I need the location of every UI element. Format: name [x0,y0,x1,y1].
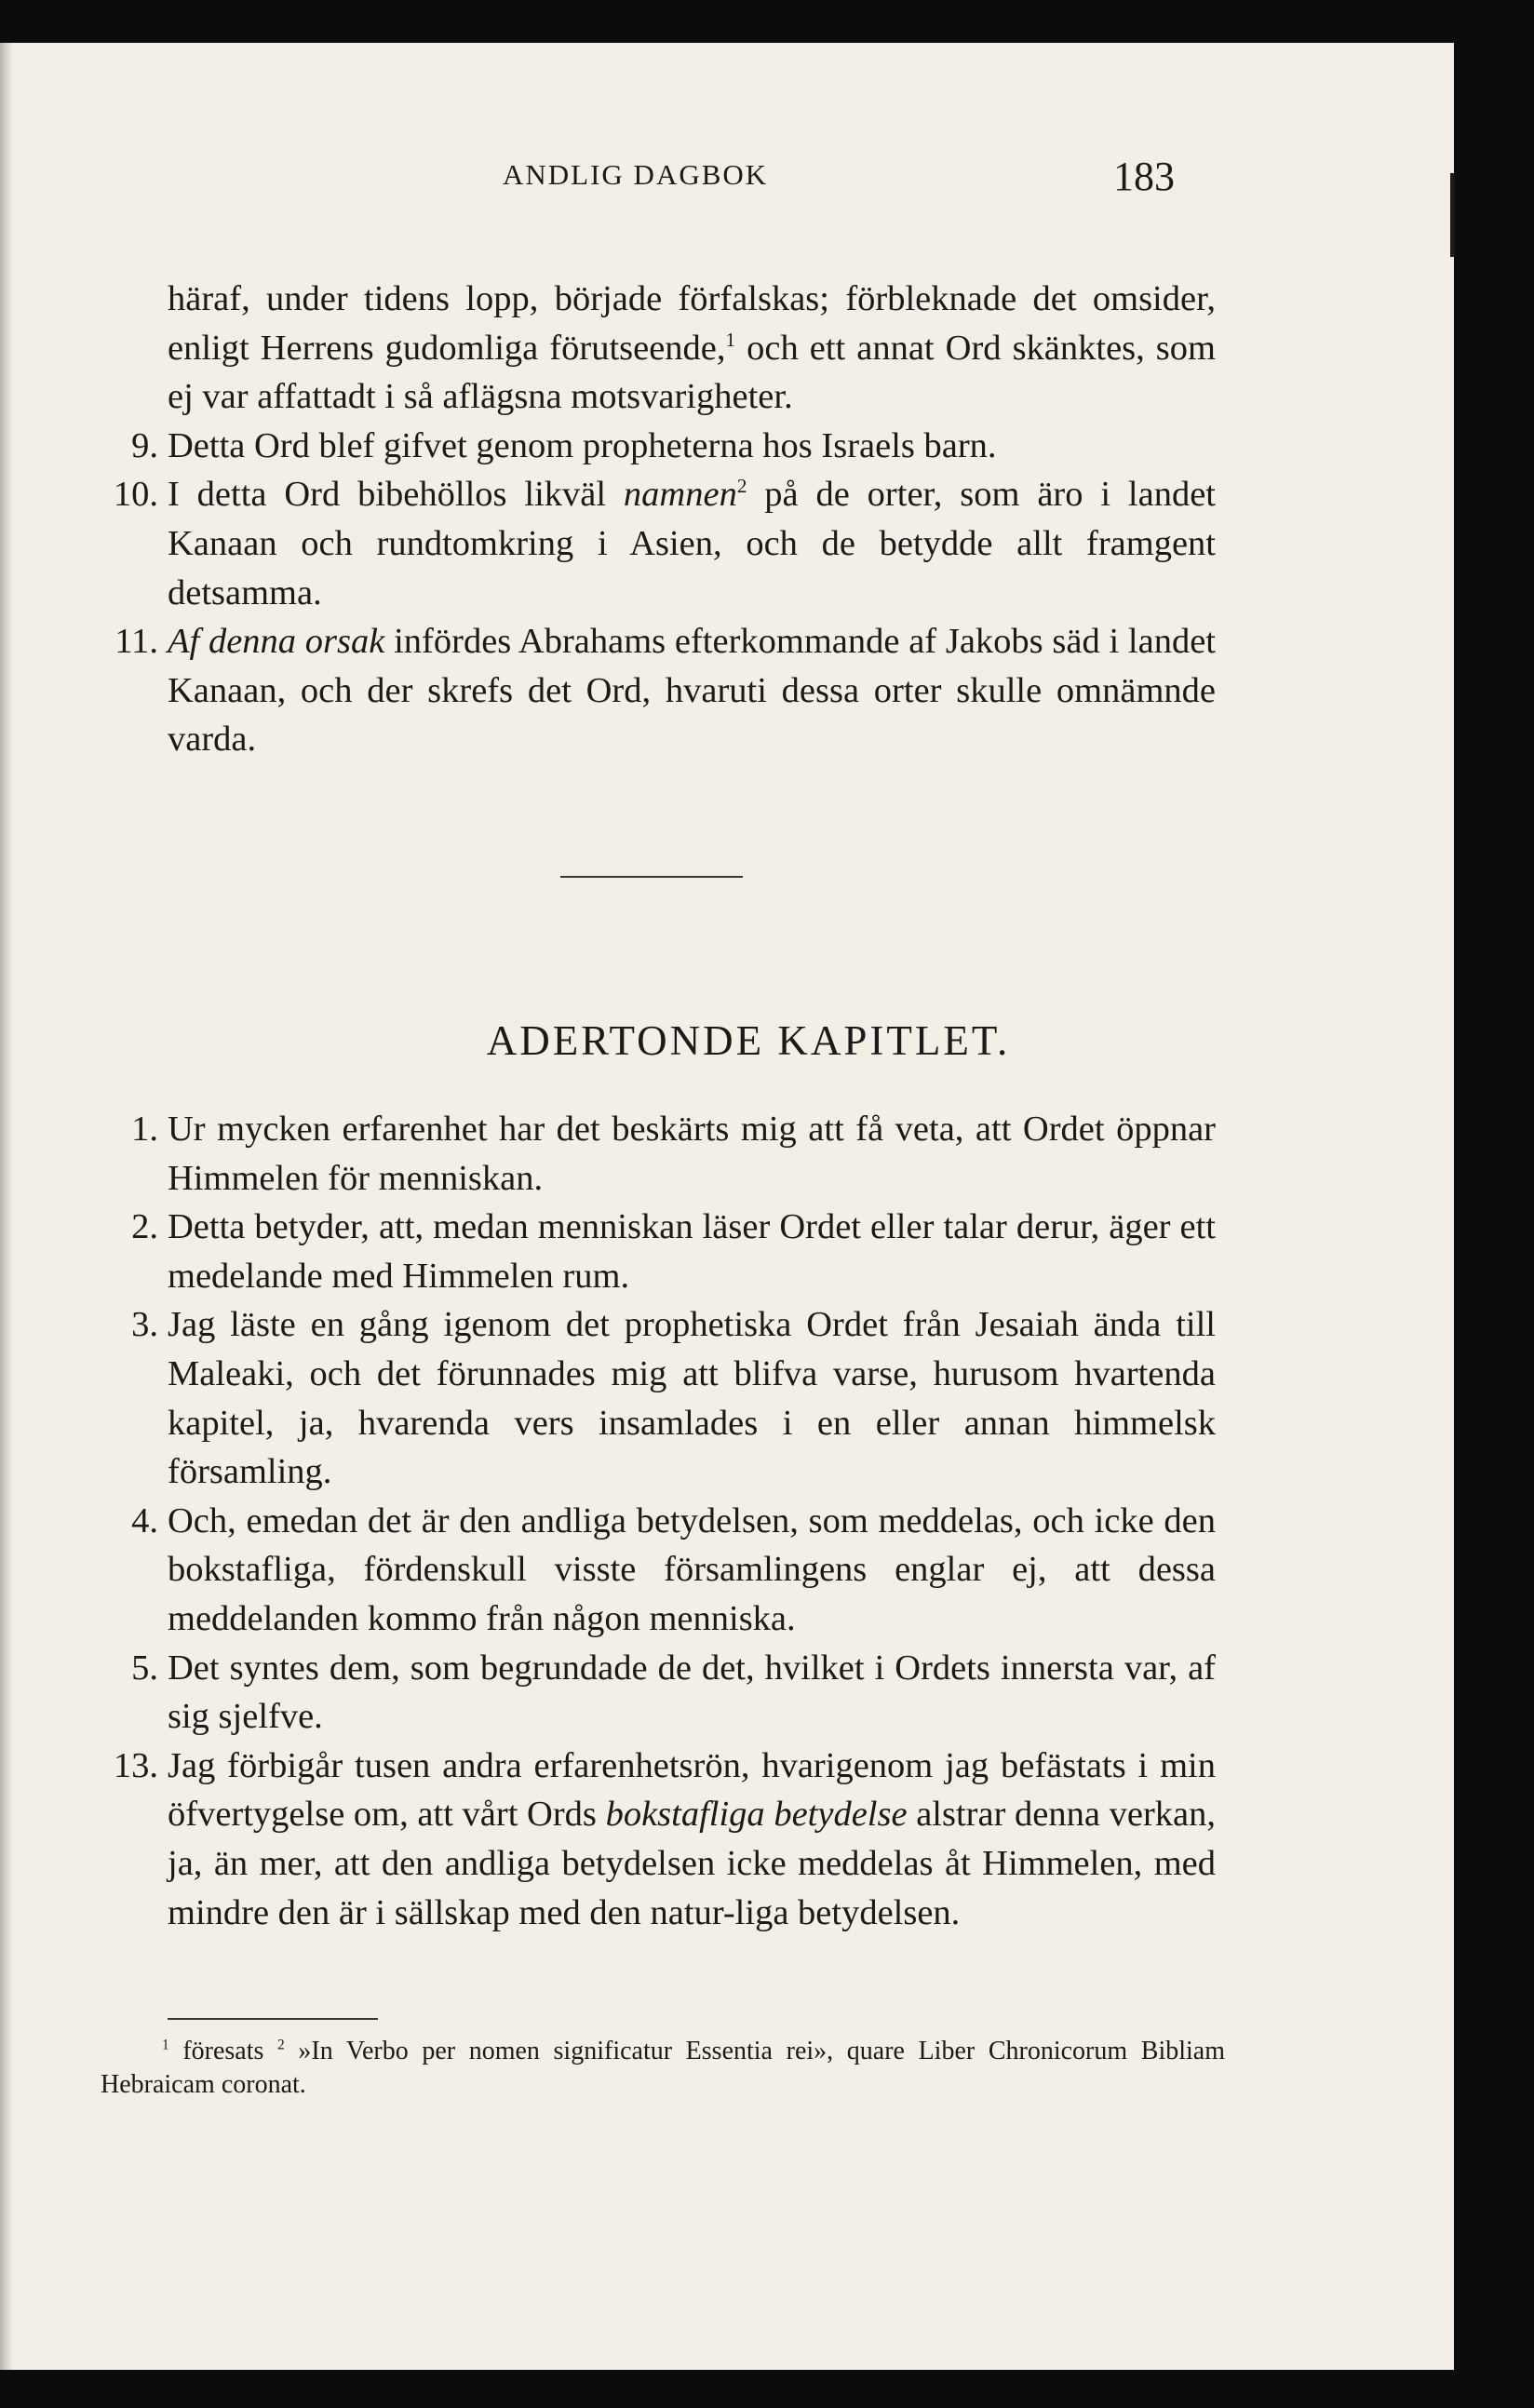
paragraph-number: 5. [131,1648,158,1688]
footnote-rule [168,2018,378,2020]
page-header [0,154,1454,214]
chapter-title: ADERTONDE KAPITLET. [486,1017,1011,1064]
page-number: 183 [1113,154,1175,199]
footnotes [101,2035,1225,2102]
footnote-ref-2: 2 [736,475,747,498]
footnote-text: $^1$ föresats $^2$ »In Verbo per nomen significatur Essentia rei», quare Liber Chronicorum Bibliam Hebraicam coronat. [101,2037,1226,2099]
footnote-ref-1: 1 [725,328,736,351]
paragraph-11: 11. Af denna orsak infördes Abrahams efterkommande af Jakobs säd i landet Kanaan, och der skrefs det Ord, hvaruti dessa orter skulle omnämnde varda. [168,617,1216,764]
paragraph-number: 11. [114,622,158,662]
chapter-paragraph-2: 2. Detta betyder, att, medan menniskan läser Ordet eller talar derur, äger ett medelande med Himmelen rum. [168,1203,1216,1300]
paragraph-number: 10. [113,475,158,515]
paragraph-number: 4. [131,1500,158,1540]
footnote-mark-2: 2 [277,2037,285,2053]
book-page [0,43,1454,2370]
chapter-paragraph-1: 1. Ur mycken erfarenhet har det beskärts mig att få veta, att Ordet öppnar Himmelen för menniskan. [168,1105,1216,1203]
footnote-mark-1: 1 [162,2037,169,2053]
paragraph-number: 1. [131,1110,158,1149]
chapter-paragraph-3: 3. Jag läste en gång igenom det prophetiska Ordet från Jesaiah ända till Maleaki, och det förunnades mig att blifva varse, hurusom hvartenda kapitel, ja, hvarenda vers insamlades i en eller annan himmelsk församling. [168,1300,1216,1496]
paragraph-number: 2. [131,1207,158,1247]
chapter-body [113,1105,1217,1937]
paragraph-9: 9. Detta Ord blef gifvet genom propheterna hos Israels barn. [168,422,1216,471]
chapter-paragraph-4: 4. Och, emedan det är den andliga betydelsen, som meddelas, och icke den bokstafliga, fördenskull visste församlingens englar ej, att dessa meddelanden kommo från någon menniska. [168,1497,1216,1644]
chapter-paragraph-5: 5. Det syntes dem, som begrundade de det, hvilket i Ordets innersta var, af sig sjelfve. [168,1644,1216,1742]
running-title: ANDLIG DAGBOK [503,158,769,191]
top-section [113,275,1216,764]
paragraph-10: 10. I detta Ord bibehöllos likväl namnen$^2$ på de orter, som äro i landet Kanaan och rundtomkring i Asien, och de betydde allt framgent detsamma. [168,470,1216,617]
paragraph-number: 9. [131,425,158,465]
paragraph-number: 13. [113,1745,158,1785]
page-edge-shadow [0,43,13,2370]
continuation-paragraph: häraf, under tidens lopp, började förfalskas; förbleknade det omsider, enligt Herrens gudomliga förutseende,$^1$ och ett annat Ord skänktes, som ej var affattadt i så aflägsna motsvarigheter. [168,279,1216,417]
paragraph-number: 3. [131,1305,158,1345]
chapter-paragraph-13: 13. Jag förbigår tusen andra erfarenhetsrön, hvarigenom jag befästats i min öfvertygelse om, att vårt Ords bokstafliga betydelse alstrar denna verkan, ja, än mer, att den andliga betydelsen icke meddelas åt Himmelen, med mindre den är i sällskap med den natur-liga betydelsen. [168,1742,1216,1937]
section-divider [560,876,743,878]
